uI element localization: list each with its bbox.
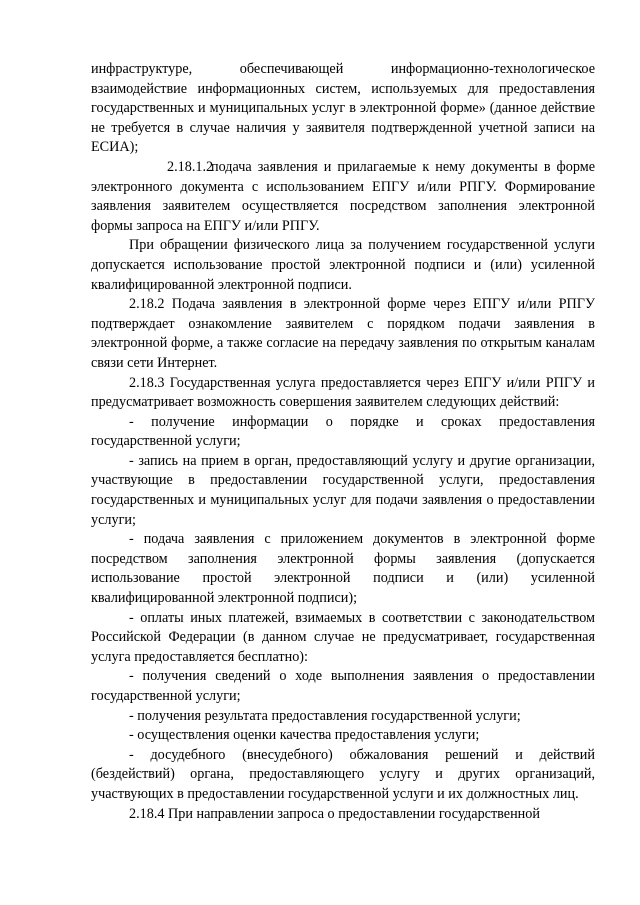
clause-number: 2.18.1.2 [167,158,214,175]
list-item: - оплаты иных платежей, взимаемых в соответствии с законодательством Российской Федерации (в данном случае не предусматривает, государственная услуга предоставляется бесплатно): [91,609,595,665]
list-item: - получения сведений о ходе выполнения заявления о предоставлении государственной услуги; [91,668,595,704]
paragraph-2-18-2: 2.18.2 Подача заявления в электронной форме через ЕПГУ и/или РПГУ подтверждает ознакомление заявителем с порядком подачи заявления в электронной форме, а также согласие на передачу заявления по открытым каналам связи сети Интернет. [91,296,595,371]
list-item: - получения результата предоставления государственной услуги; [129,707,521,724]
list-item: - подача заявления с приложением документов в электронной форме посредством заполнения электронной формы заявления (допускается использование простой электронной подписи и (или) усиленной квалифицированной электронной подписи); [91,531,595,607]
paragraph-2-18-1-2 [91,158,595,236]
paragraph-continuation: инфраструктуре, обеспечивающей информационно-технологическое взаимодействие информационных систем, используемых для предоставления государственных и муниципальных услуг в электронной форме» (данное действие не требуется в случае наличия у заявителя подтвержденной учетной записи на ЕСИА); [91,61,595,156]
clause-text: подача заявления и прилагаемые к нему документы в форме электронного документа с использованием ЕПГУ и/или РПГУ. Формирование заявления заявителем осуществляется посредством заполнения электронной формы запроса на ЕПГУ и/или РПГУ. [91,158,595,234]
list-item: - осуществления оценки качества предоставления услуги; [129,727,480,744]
list-item: - запись на прием в орган, предоставляющий услугу и другие организации, участвующие в предоставлении государственной услуги, предоставления государственных и муниципальных услуг для подачи заявления о предоставлении услуги; [91,452,595,528]
paragraph-signature-note: При обращении физического лица за получением государственной услуги допускается использование простой электронной подписи и (или) усиленной квалифицированной электронной подписи. [91,237,595,293]
paragraph-2-18-3: 2.18.3 Государственная услуга предоставляется через ЕПГУ и/или РПГУ и предусматривает возможность совершения заявителем следующих действий: [91,374,595,411]
paragraph-2-18-4: 2.18.4 При направлении запроса о предоставлении государственной [129,805,540,822]
list-item: - получение информации о порядке и сроках предоставления государственной услуги; [91,413,595,450]
list-item: - досудебного (внесудебного) обжалования решений и действий (бездействий) органа, предоставляющего услугу и других организаций, участвующих в предоставлении государственной услуги и их должностных лиц. [91,746,595,802]
document-body [91,60,595,824]
